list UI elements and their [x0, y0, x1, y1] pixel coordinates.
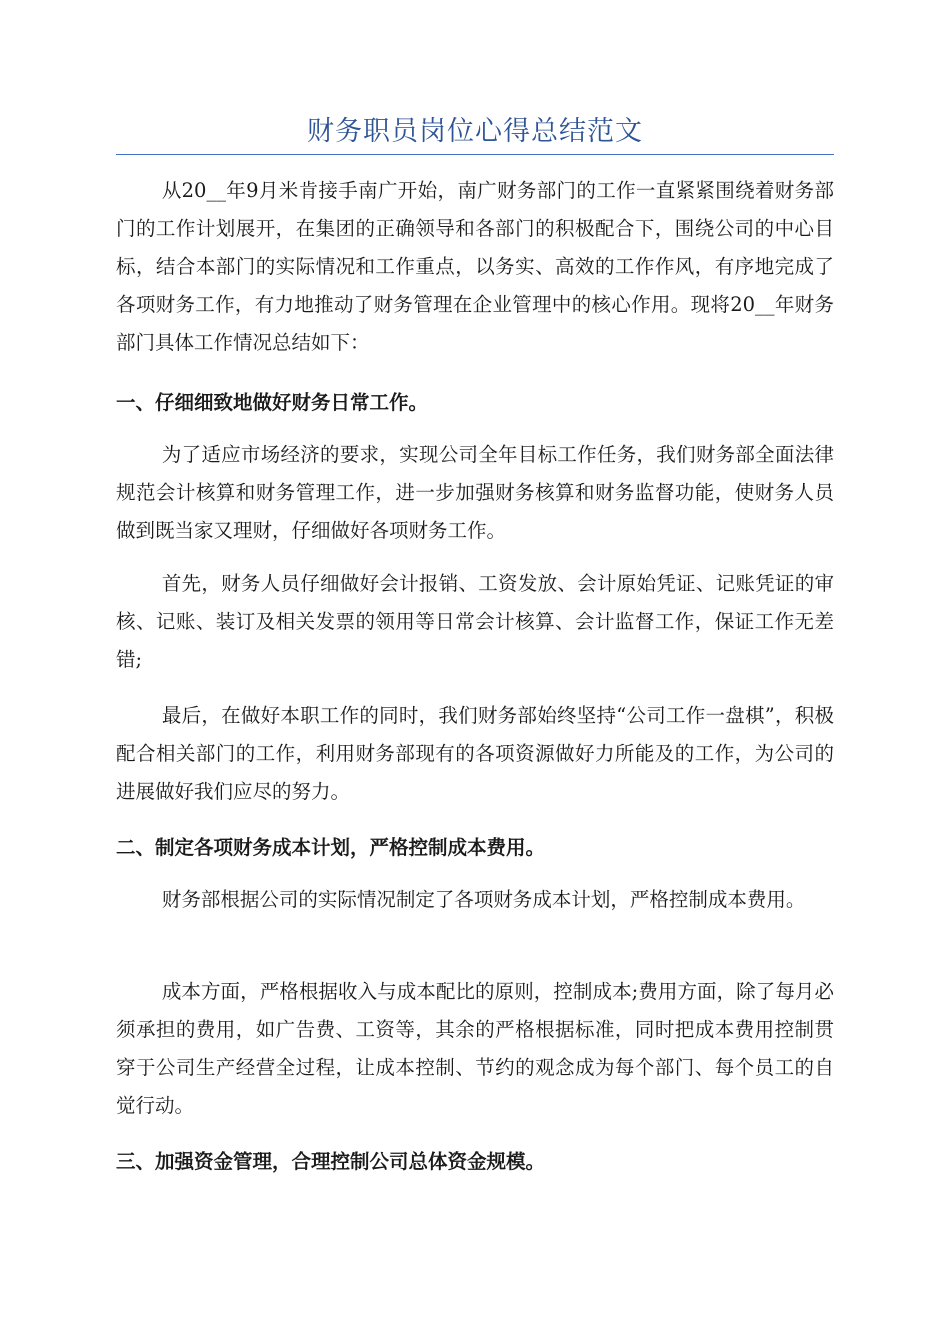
title-underline	[116, 154, 834, 155]
paragraph-intro: 从20__年9月米肯接手南广开始，南广财务部门的工作一直紧紧围绕着财务部门的工作计划展开，在集团的正确领导和各部门的积极配合下，围绕公司的中心目标，结合本部门的实际情况和工作重点，以务实、高效的工作作风，有序地完成了各项财务工作，有力地推动了财务管理在企业管理中的核心作用。现将20__年财务部门具体工作情况总结如下：	[116, 179, 834, 354]
document-title: 财务职员岗位心得总结范文	[307, 116, 643, 147]
paragraph-1-1: 为了适应市场经济的要求，实现公司全年目标工作任务，我们财务部全面法律规范会计核算和财务管理工作，进一步加强财务核算和财务监督功能，使财务人员做到既当家又理财，仔细做好各项财务工作。	[116, 443, 834, 542]
section-heading-2: 二、制定各项财务成本计划，严格控制成本费用。	[116, 836, 546, 859]
paragraph-1-2: 首先，财务人员仔细做好会计报销、工资发放、会计原始凭证、记账凭证的审核、记账、装订及相关发票的领用等日常会计核算、会计监督工作，保证工作无差错;	[116, 572, 834, 671]
section-heading-1: 一、仔细细致地做好财务日常工作。	[116, 391, 429, 414]
paragraph-2-1: 财务部根据公司的实际情况制定了各项财务成本计划，严格控制成本费用。	[161, 888, 806, 911]
paragraph-2-2: 成本方面，严格根据收入与成本配比的原则，控制成本;费用方面，除了每月必须承担的费用，如广告费、工资等，其余的严格根据标准，同时把成本费用控制贯穿于公司生产经营全过程，让成本控制、节约的观念成为每个部门、每个员工的自觉行动。	[116, 980, 834, 1117]
section-heading-3: 三、加强资金管理，合理控制公司总体资金规模。	[116, 1150, 546, 1173]
paragraph-1-3: 最后，在做好本职工作的同时，我们财务部始终坚持“公司工作一盘棋”，积极配合相关部门的工作，利用财务部现有的各项资源做好力所能及的工作，为公司的进展做好我们应尽的努力。	[116, 704, 834, 803]
